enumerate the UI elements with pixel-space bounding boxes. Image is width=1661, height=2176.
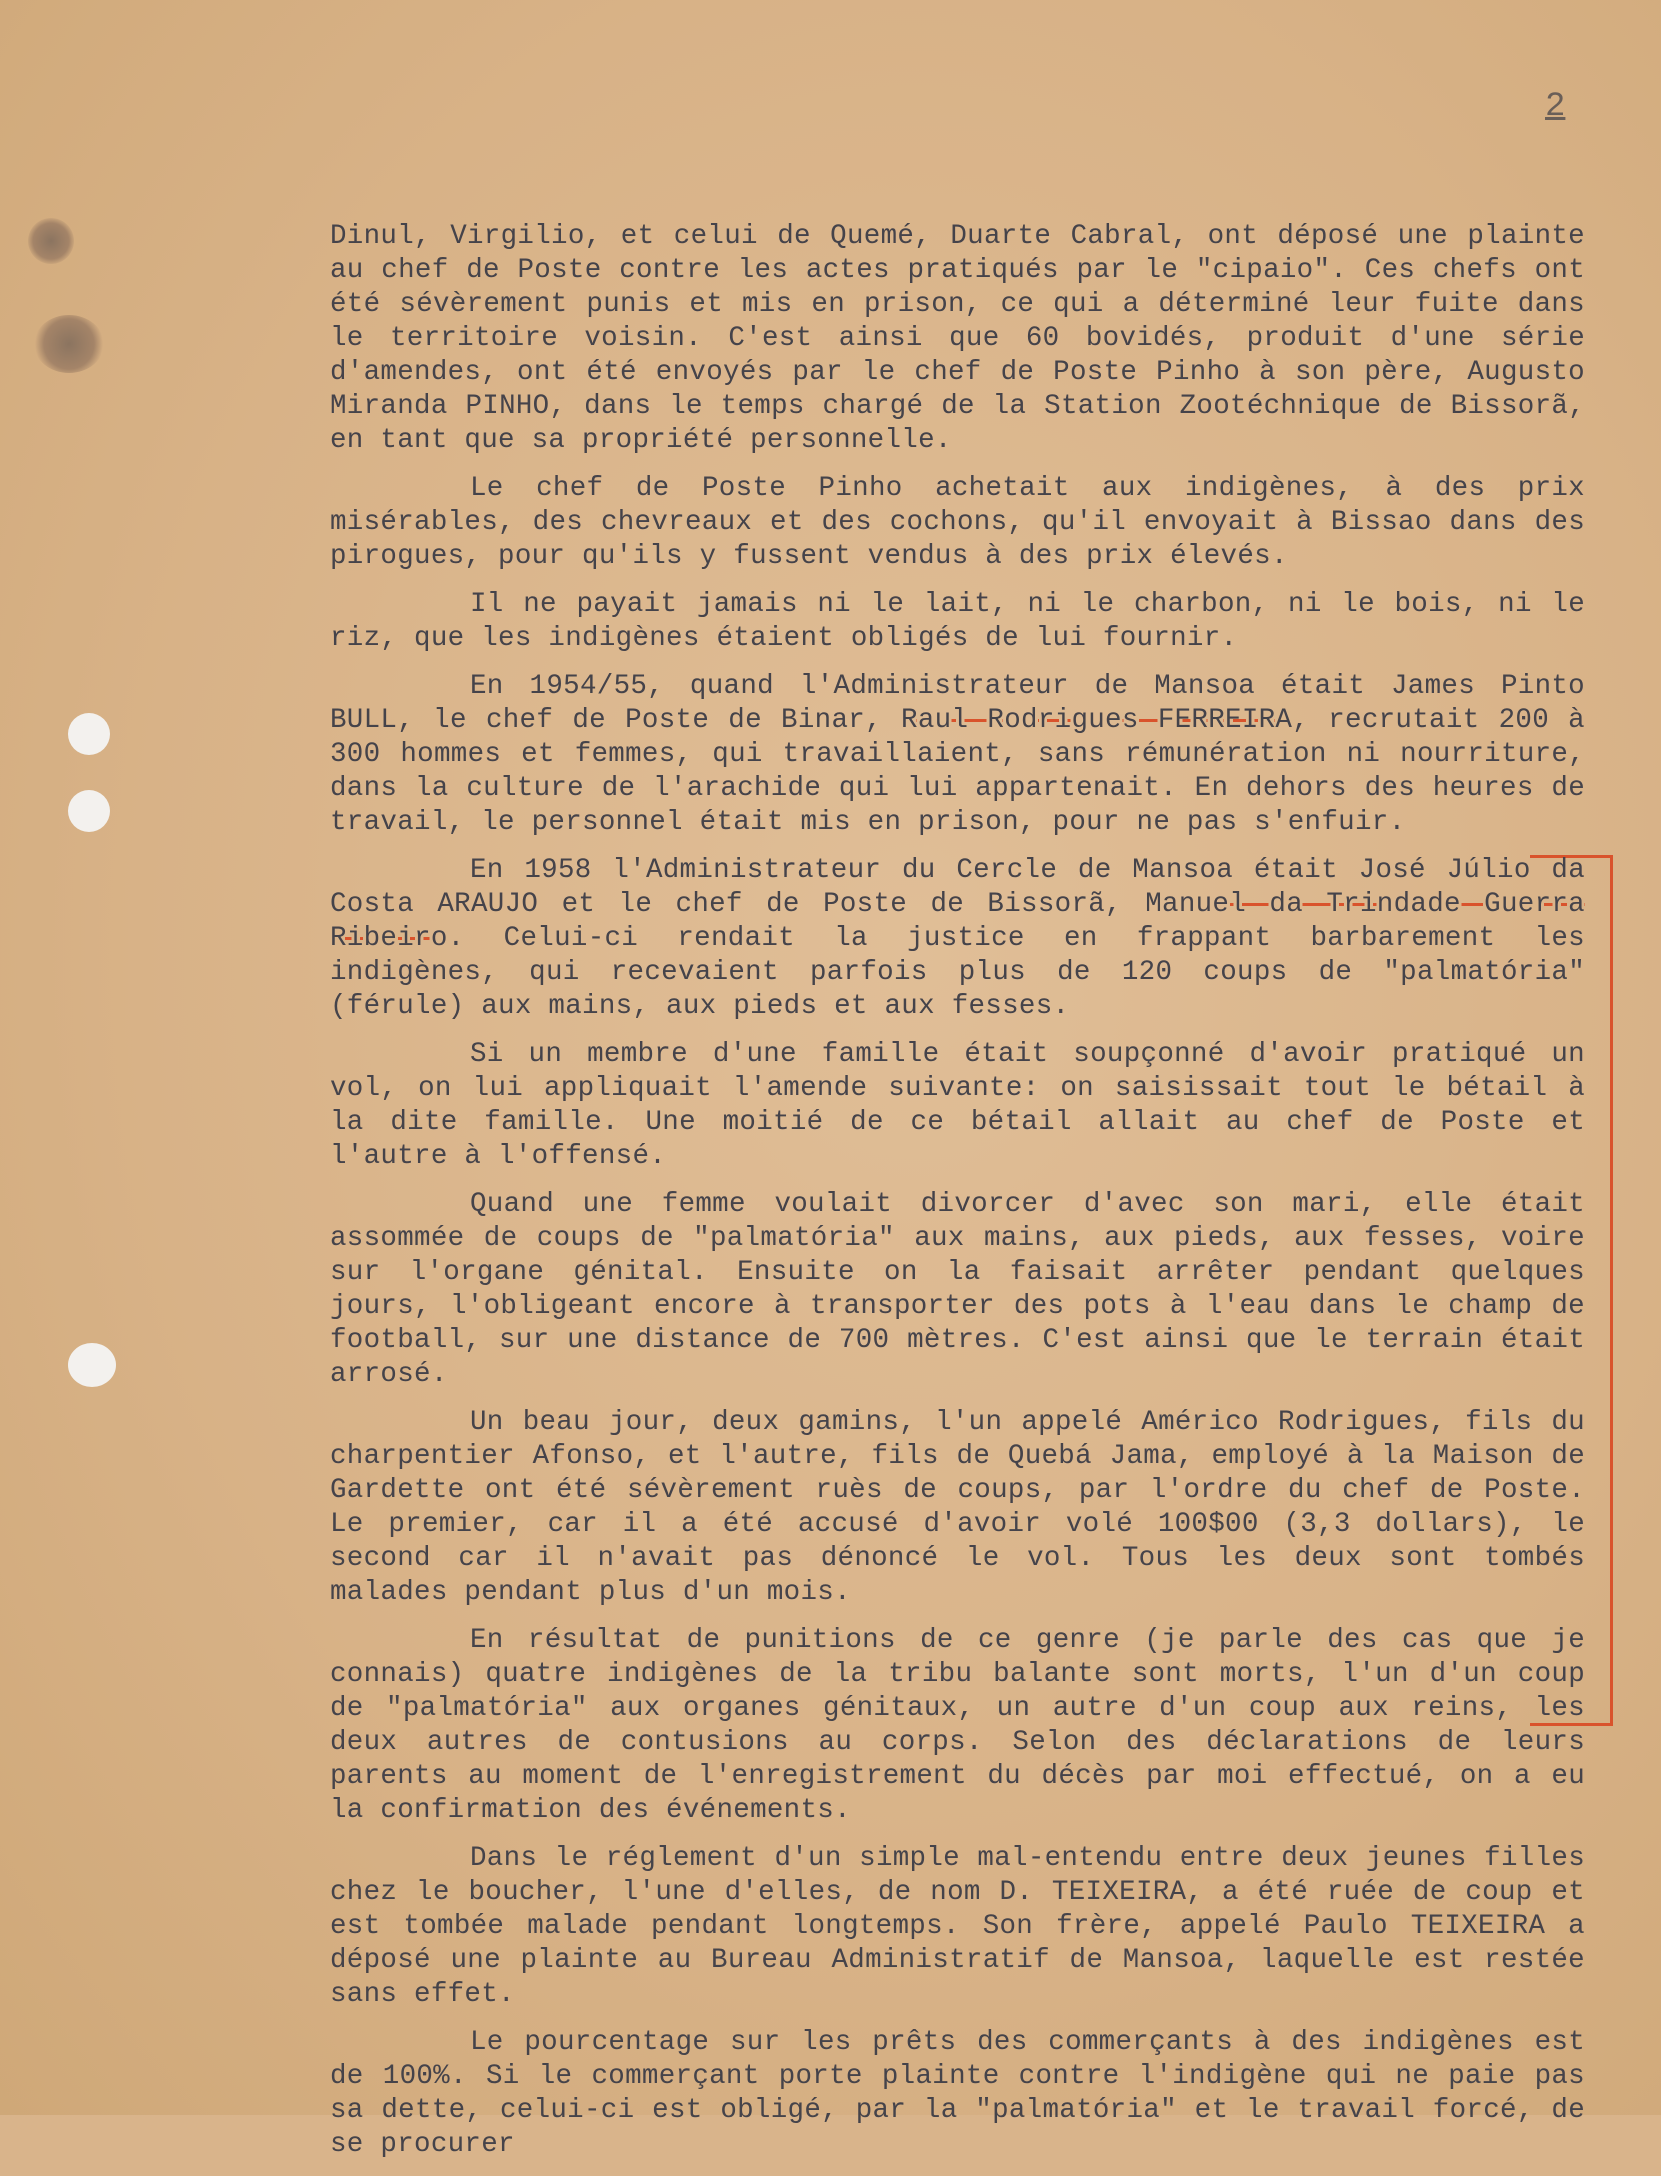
paragraph-text: En 1958 l'Administrateur du Cercle de Mansoa était José Júlio da Costa ARAUJO et le chef de Poste de Bissorã, [330, 855, 1585, 920]
stain-mark [28, 218, 74, 264]
paragraph: Le chef de Poste Pinho achetait aux indigènes, à des prix misérables, des chevreaux et des cochons, qu'il envoyait à Bissao dans des pirogues, pour qu'ils y fussent vendus à des prix élevés. [330, 473, 1585, 572]
paragraph: Quand une femme voulait divorcer d'avec son mari, elle était assommée de coups de "palmatória" aux mains, aux pieds, aux fesses, voire sur l'organe génital. Ensuite on la faisait arrêter pendant quelques jours, l'obligeant encore à transporter des pots à l'eau dans le champ de football, sur une distance de 700 mètres. C'est ainsi que le terrain était arrosé. [330, 1189, 1585, 1390]
binder-hole [68, 1343, 116, 1387]
paragraph [330, 854, 1585, 1024]
document-body [330, 220, 1585, 2176]
page-number: 2 [1545, 88, 1566, 126]
paragraph-text: , recrutait 200 à 300 hommes et femmes, qui travaillaient, sans rémunération ni nourriture, dans la culture de l'arachide qui lui appartenait. En dehors des heures de travail, le personnel était mis en prison, pour ne pas s'enfuir. [330, 705, 1585, 838]
paragraph: En résultat de punitions de ce genre (je parle des cas que je connais) quatre indigènes de la tribu balante sont morts, l'un d'un coup de "palmatória" aux organes génitaux, un autre d'un coup aux reins, les deux autres de contusions au corps. Selon des déclarations de leurs parents au moment de l'enregistrement du décès par moi effectué, on a eu la confirmation des événements. [330, 1625, 1585, 1826]
binder-hole [68, 790, 110, 832]
binder-hole [68, 713, 110, 755]
paragraph: Si un membre d'une famille était soupçonné d'avoir pratiqué un vol, on lui appliquait l'amende suivante: on saisissait tout le bétail à la dite famille. Une moitié de ce bétail allait au chef de Poste et l'autre à l'offensé. [330, 1039, 1585, 1172]
underlined-name: Manuel da Trindade Guerra Ribeiro [330, 889, 1585, 954]
paragraph: Dinul, Virgilio, et celui de Quemé, Duarte Cabral, ont déposé une plainte au chef de Poste contre les actes pratiqués par le "cipaio". Ces chefs ont été sévèrement punis et mis en prison, ce qui a déterminé leur fuite dans le territoire voisin. C'est ainsi que 60 bovidés, produit d'une série d'amendes, ont été envoyés par le chef de Poste Pinho à son père, Augusto Miranda PINHO, dans le temps chargé de la Station Zootéchnique de Bissorã, en tant que sa propriété personnelle. [330, 221, 1585, 456]
paragraph [330, 670, 1585, 840]
paragraph: Dans le réglement d'un simple mal-entendu entre deux jeunes filles chez le boucher, l'une d'elles, de nom D. TEIXEIRA, a été ruée de coup et est tombée malade pendant longtemps. Son frère, appelé Paulo TEIXEIRA a déposé une plainte au Bureau Administratif de Mansoa, laquelle est restée sans effet. [330, 1843, 1585, 2010]
paragraph-text: En 1954/55, quand l'Administrateur de Mansoa était James Pinto BULL, le chef de Poste de Binar, [330, 671, 1585, 736]
paragraph: Un beau jour, deux gamins, l'un appelé Américo Rodrigues, fils du charpentier Afonso, et l'autre, fils de Quebá Jama, employé à la Maison de Gardette ont été sévèrement ruès de coups, par l'ordre du chef de Poste. Le premier, car il a été accusé d'avoir volé 100$00 (3,3 dollars), le second car il n'avait pas dénoncé le vol. Tous les deux sont tombés malades pendant plus d'un mois. [330, 1407, 1585, 1608]
paragraph: Le pourcentage sur les prêts des commerçants à des indigènes est de 100%. Si le commerçant porte plainte contre l'indigène qui ne paie pas sa dette, celui-ci est obligé, par la "palmatória" et le travail forcé, de se procurer [330, 2027, 1585, 2160]
paragraph-text: . Celui-ci rendait la justice en frappant barbarement les indigènes, qui recevaient parfois plus de 120 coups de "palmatória" (férule) aux mains, aux pieds et aux fesses. [330, 923, 1585, 1022]
stain-mark [34, 315, 104, 373]
paragraph: Il ne payait jamais ni le lait, ni le charbon, ni le bois, ni le riz, que les indigènes étaient obligés de lui fournir. [330, 589, 1585, 654]
underlined-name: Raul Rodrigues FERREIRA [901, 705, 1293, 736]
